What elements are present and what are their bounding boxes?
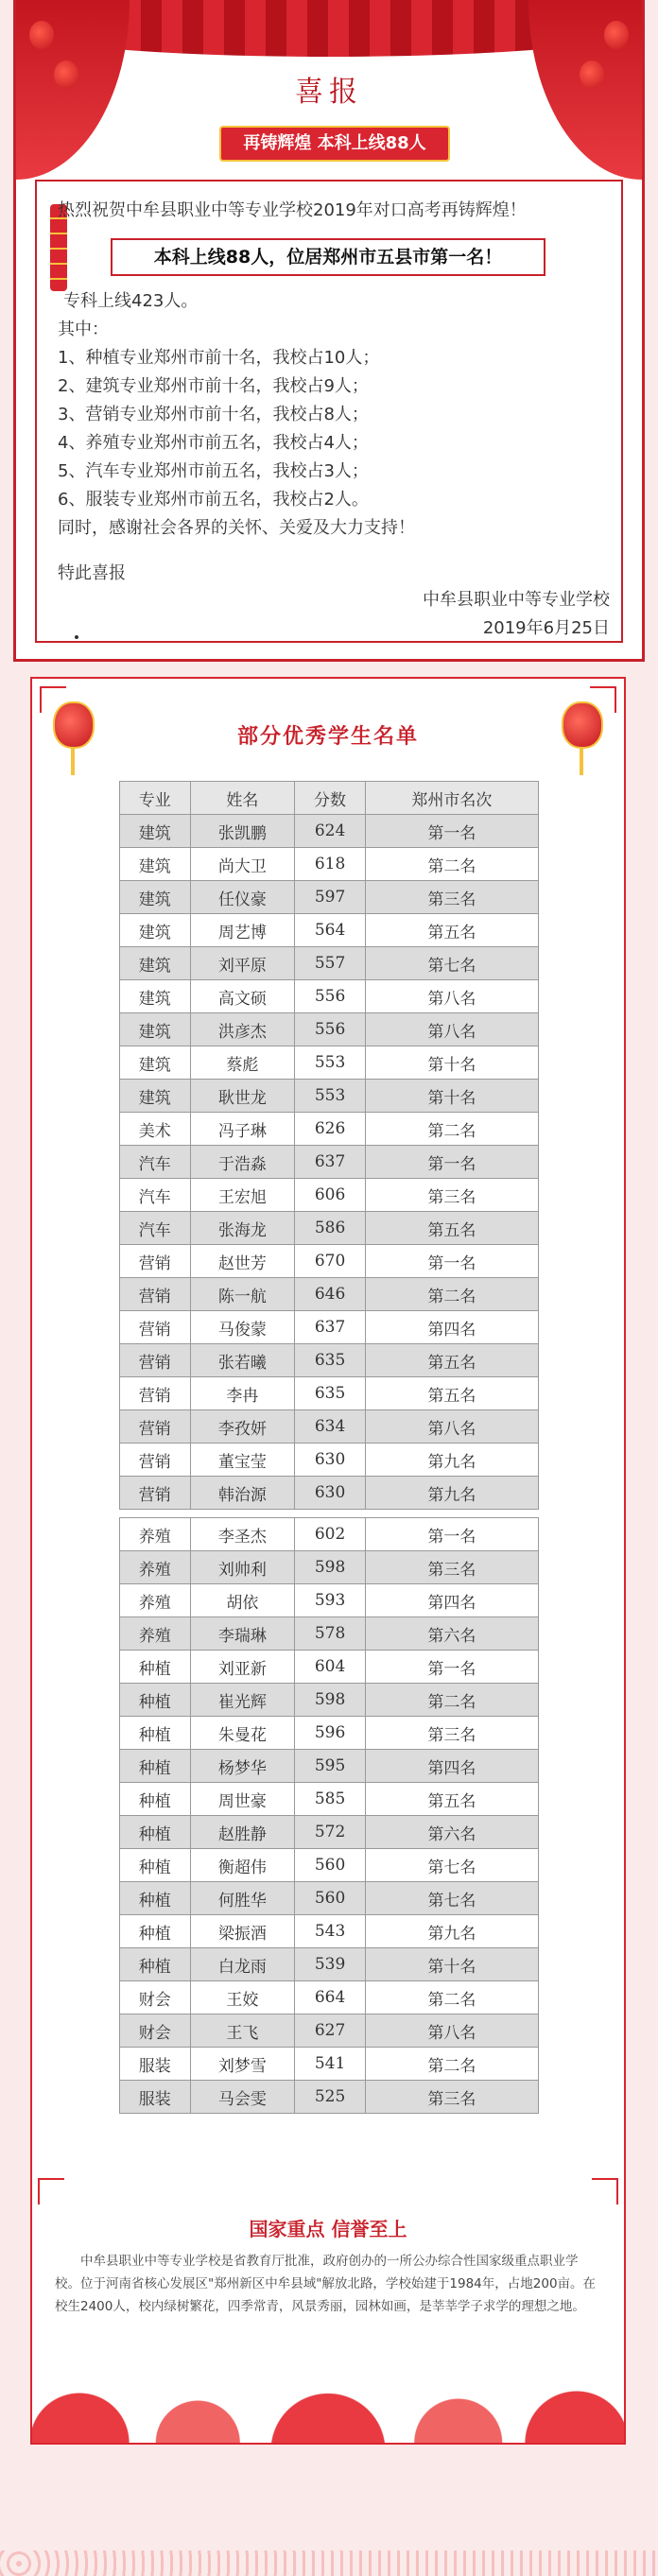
major-cell: 营销 xyxy=(120,1311,191,1344)
announcement-line: 5、汽车专业郑州市前五名，我校占3人； xyxy=(58,461,369,481)
major-cell: 建筑 xyxy=(120,947,191,980)
score-cell: 543 xyxy=(295,1915,366,1948)
announcement-line: 4、养殖专业郑州市前五名，我校占4人； xyxy=(58,433,369,453)
score-cell: 593 xyxy=(295,1584,366,1617)
major-cell: 财会 xyxy=(120,2014,191,2048)
name-cell: 李冉 xyxy=(190,1377,295,1410)
major-cell: 种植 xyxy=(120,1684,191,1717)
name-cell: 耿世龙 xyxy=(190,1080,295,1113)
score-cell: 556 xyxy=(295,1013,366,1046)
rank-cell: 第五名 xyxy=(365,914,538,947)
rank-cell: 第三名 xyxy=(365,2081,538,2114)
table-gap-cell xyxy=(120,1510,539,1518)
name-cell: 李圣杰 xyxy=(190,1518,295,1551)
score-cell: 553 xyxy=(295,1080,366,1113)
major-cell: 种植 xyxy=(120,1783,191,1816)
highlight-box: 本科上线88人，位居郑州市五县市第一名！ xyxy=(111,238,545,276)
table-row xyxy=(120,1013,539,1046)
score-cell: 572 xyxy=(295,1816,366,1849)
table-row xyxy=(120,1179,539,1212)
name-cell: 尚大卫 xyxy=(190,848,295,881)
rank-cell: 第五名 xyxy=(365,1783,538,1816)
major-cell: 美术 xyxy=(120,1113,191,1146)
name-cell: 马会雯 xyxy=(190,2081,295,2114)
major-cell: 财会 xyxy=(120,1981,191,2014)
major-cell: 养殖 xyxy=(120,1584,191,1617)
score-cell: 630 xyxy=(295,1444,366,1477)
table-row xyxy=(120,2014,539,2048)
table-row xyxy=(120,881,539,914)
score-cell: 557 xyxy=(295,947,366,980)
rank-cell: 第二名 xyxy=(365,1684,538,1717)
score-cell: 560 xyxy=(295,1882,366,1915)
page-title: 喜报 xyxy=(295,76,363,109)
name-cell: 任仪豪 xyxy=(190,881,295,914)
name-cell: 王姣 xyxy=(190,1981,295,2014)
table-row xyxy=(120,1816,539,1849)
rank-cell: 第二名 xyxy=(365,2048,538,2081)
major-cell: 服装 xyxy=(120,2048,191,2081)
rank-cell: 第七名 xyxy=(365,1849,538,1882)
name-cell: 张凯鹏 xyxy=(190,815,295,848)
major-cell: 营销 xyxy=(120,1245,191,1278)
table-row xyxy=(120,1311,539,1344)
column-header: 分数 xyxy=(295,782,366,815)
lantern-icon xyxy=(29,21,54,49)
headline-ribbon: 再铸辉煌 本科上线88人 xyxy=(219,126,450,162)
major-cell: 营销 xyxy=(120,1477,191,1510)
major-cell: 营销 xyxy=(120,1377,191,1410)
table-row xyxy=(120,1684,539,1717)
table-row xyxy=(120,1915,539,1948)
table-row xyxy=(120,1948,539,1981)
table-row xyxy=(120,2048,539,2081)
footer-body: 中牟县职业中等专业学校是省教育厅批准，政府创办的一所公办综合性国家级重点职业学校。位于河南省核心发展区"郑州新区中牟县域"解放北路，学校始建于1984年，占地200亩。在校生2400人，校内绿树繁花，四季常青，风景秀丽，园林如画，是莘莘学子求学的理想之地。 xyxy=(55,2254,597,2314)
table-row xyxy=(120,1750,539,1783)
major-cell: 种植 xyxy=(120,1948,191,1981)
rank-cell: 第四名 xyxy=(365,1311,538,1344)
rank-cell: 第四名 xyxy=(365,1750,538,1783)
name-cell: 赵世芳 xyxy=(190,1245,295,1278)
name-cell: 刘帅利 xyxy=(190,1551,295,1584)
announcement-line: 6、服装专业郑州市前五名，我校占2人。 xyxy=(58,490,369,510)
rank-cell: 第四名 xyxy=(365,1584,538,1617)
announcement-line: 1、种植专业郑州市前十名，我校占10人； xyxy=(58,348,380,368)
major-cell: 养殖 xyxy=(120,1551,191,1584)
student-list-title: 部分优秀学生名单 xyxy=(236,724,419,749)
rank-cell: 第九名 xyxy=(365,1477,538,1510)
score-cell: 596 xyxy=(295,1717,366,1750)
score-cell: 525 xyxy=(295,2081,366,2114)
major-cell: 种植 xyxy=(120,1717,191,1750)
name-cell: 冯子琳 xyxy=(190,1113,295,1146)
name-cell: 杨梦华 xyxy=(190,1750,295,1783)
table-row xyxy=(120,947,539,980)
rank-cell: 第十名 xyxy=(365,1046,538,1080)
table-row xyxy=(120,815,539,848)
rank-cell: 第五名 xyxy=(365,1377,538,1410)
announcement-line: 2、建筑专业郑州市前十名，我校占9人； xyxy=(58,376,369,396)
rank-cell: 第二名 xyxy=(365,1981,538,2014)
name-cell: 马俊蒙 xyxy=(190,1311,295,1344)
rank-cell: 第二名 xyxy=(365,1113,538,1146)
major-cell: 种植 xyxy=(120,1915,191,1948)
footer-title: 国家重点 信誉至上 xyxy=(249,2218,407,2240)
table-row xyxy=(120,848,539,881)
table-row xyxy=(120,1551,539,1584)
rank-cell: 第八名 xyxy=(365,1013,538,1046)
rank-cell: 第九名 xyxy=(365,1915,538,1948)
major-cell: 营销 xyxy=(120,1410,191,1444)
rank-cell: 第一名 xyxy=(365,1518,538,1551)
table-row xyxy=(120,1651,539,1684)
rank-cell: 第一名 xyxy=(365,1245,538,1278)
rank-cell: 第六名 xyxy=(365,1617,538,1651)
rank-cell: 第一名 xyxy=(365,815,538,848)
table-row xyxy=(120,1444,539,1477)
student-table xyxy=(119,781,539,2114)
announcement-line: 专科上线423人。 xyxy=(63,291,199,311)
column-header: 专业 xyxy=(120,782,191,815)
bullet-dot xyxy=(75,635,78,639)
name-cell: 张若曦 xyxy=(190,1344,295,1377)
major-cell: 养殖 xyxy=(120,1617,191,1651)
name-cell: 韩治源 xyxy=(190,1477,295,1510)
rank-cell: 第八名 xyxy=(365,980,538,1013)
score-cell: 627 xyxy=(295,2014,366,2048)
major-cell: 建筑 xyxy=(120,1080,191,1113)
score-cell: 637 xyxy=(295,1146,366,1179)
cloud-decoration xyxy=(32,2363,624,2443)
major-cell: 养殖 xyxy=(120,1518,191,1551)
table-gap xyxy=(120,1510,539,1518)
table-row xyxy=(120,1783,539,1816)
name-cell: 蔡彪 xyxy=(190,1046,295,1080)
name-cell: 董宝莹 xyxy=(190,1444,295,1477)
major-cell: 服装 xyxy=(120,2081,191,2114)
major-cell: 种植 xyxy=(120,1816,191,1849)
announcement-date: 2019年6月25日 xyxy=(482,618,610,638)
table-row xyxy=(120,1477,539,1510)
rank-cell: 第五名 xyxy=(365,1344,538,1377)
rank-cell: 第一名 xyxy=(365,1146,538,1179)
name-cell: 周世豪 xyxy=(190,1783,295,1816)
table-row xyxy=(120,1344,539,1377)
major-cell: 建筑 xyxy=(120,1046,191,1080)
major-cell: 营销 xyxy=(120,1444,191,1477)
table-header-row xyxy=(120,782,539,815)
rank-cell: 第三名 xyxy=(365,881,538,914)
name-cell: 周艺博 xyxy=(190,914,295,947)
major-cell: 建筑 xyxy=(120,881,191,914)
score-cell: 626 xyxy=(295,1113,366,1146)
announcement-intro: 热烈祝贺中牟县职业中等专业学校2019年对口高考再铸辉煌！ xyxy=(58,200,527,220)
name-cell: 朱曼花 xyxy=(190,1717,295,1750)
table-row xyxy=(120,1410,539,1444)
score-cell: 635 xyxy=(295,1377,366,1410)
name-cell: 于浩淼 xyxy=(190,1146,295,1179)
corner-ornament xyxy=(38,2178,64,2204)
major-cell: 营销 xyxy=(120,1278,191,1311)
score-cell: 670 xyxy=(295,1245,366,1278)
score-cell: 564 xyxy=(295,914,366,947)
major-cell: 建筑 xyxy=(120,980,191,1013)
announcement-panel xyxy=(13,0,645,662)
major-cell: 种植 xyxy=(120,1750,191,1783)
rank-cell: 第九名 xyxy=(365,1444,538,1477)
score-cell: 578 xyxy=(295,1617,366,1651)
score-cell: 618 xyxy=(295,848,366,881)
announcement-line: 同时，感谢社会各界的关怀、关爱及大力支持！ xyxy=(58,518,415,538)
name-cell: 陈一航 xyxy=(190,1278,295,1311)
rank-cell: 第一名 xyxy=(365,1651,538,1684)
score-cell: 635 xyxy=(295,1344,366,1377)
name-cell: 梁振酒 xyxy=(190,1915,295,1948)
rank-cell: 第七名 xyxy=(365,947,538,980)
score-cell: 598 xyxy=(295,1551,366,1584)
score-cell: 585 xyxy=(295,1783,366,1816)
score-cell: 597 xyxy=(295,881,366,914)
score-cell: 553 xyxy=(295,1046,366,1080)
name-cell: 李瑞琳 xyxy=(190,1617,295,1651)
name-cell: 白龙雨 xyxy=(190,1948,295,1981)
table-row xyxy=(120,1584,539,1617)
score-cell: 598 xyxy=(295,1684,366,1717)
table-row xyxy=(120,980,539,1013)
name-cell: 刘平原 xyxy=(190,947,295,980)
table-row xyxy=(120,1849,539,1882)
rank-cell: 第八名 xyxy=(365,1410,538,1444)
major-cell: 建筑 xyxy=(120,1013,191,1046)
table-row xyxy=(120,1278,539,1311)
announcement-line: 3、营销专业郑州市前十名，我校占8人； xyxy=(58,405,369,424)
name-cell: 胡依 xyxy=(190,1584,295,1617)
table-row xyxy=(120,1617,539,1651)
table-row xyxy=(120,914,539,947)
column-header: 姓名 xyxy=(190,782,295,815)
name-cell: 刘亚新 xyxy=(190,1651,295,1684)
score-cell: 637 xyxy=(295,1311,366,1344)
table-row xyxy=(120,1212,539,1245)
table-row xyxy=(120,1377,539,1410)
table-row xyxy=(120,1080,539,1113)
score-cell: 595 xyxy=(295,1750,366,1783)
major-cell: 建筑 xyxy=(120,848,191,881)
corner-ornament xyxy=(592,2178,618,2204)
score-cell: 624 xyxy=(295,815,366,848)
rank-cell: 第二名 xyxy=(365,848,538,881)
name-cell: 赵胜静 xyxy=(190,1816,295,1849)
table-row xyxy=(120,1245,539,1278)
rank-cell: 第三名 xyxy=(365,1179,538,1212)
score-cell: 560 xyxy=(295,1849,366,1882)
score-cell: 602 xyxy=(295,1518,366,1551)
score-cell: 539 xyxy=(295,1948,366,1981)
name-cell: 高文硕 xyxy=(190,980,295,1013)
name-cell: 衡超伟 xyxy=(190,1849,295,1882)
bottom-pattern xyxy=(0,2550,658,2576)
rank-cell: 第六名 xyxy=(365,1816,538,1849)
major-cell: 汽车 xyxy=(120,1212,191,1245)
closing-text: 特此喜报 xyxy=(58,563,126,583)
rank-cell: 第八名 xyxy=(365,2014,538,2048)
major-cell: 建筑 xyxy=(120,914,191,947)
name-cell: 洪彦杰 xyxy=(190,1013,295,1046)
school-signature: 中牟县职业中等专业学校 xyxy=(423,590,610,610)
rank-cell: 第十名 xyxy=(365,1080,538,1113)
score-cell: 604 xyxy=(295,1651,366,1684)
name-cell: 何胜华 xyxy=(190,1882,295,1915)
name-cell: 刘梦雪 xyxy=(190,2048,295,2081)
major-cell: 建筑 xyxy=(120,815,191,848)
rank-cell: 第三名 xyxy=(365,1717,538,1750)
major-cell: 种植 xyxy=(120,1849,191,1882)
score-cell: 541 xyxy=(295,2048,366,2081)
announcement-line: 其中： xyxy=(58,320,109,339)
student-table-body xyxy=(120,815,539,2114)
major-cell: 汽车 xyxy=(120,1146,191,1179)
name-cell: 崔光辉 xyxy=(190,1684,295,1717)
table-row xyxy=(120,1046,539,1080)
rank-cell: 第三名 xyxy=(365,1551,538,1584)
name-cell: 王飞 xyxy=(190,2014,295,2048)
major-cell: 种植 xyxy=(120,1882,191,1915)
rank-cell: 第七名 xyxy=(365,1882,538,1915)
lantern-icon xyxy=(604,21,629,49)
score-cell: 556 xyxy=(295,980,366,1013)
name-cell: 王宏旭 xyxy=(190,1179,295,1212)
rank-cell: 第五名 xyxy=(365,1212,538,1245)
score-cell: 630 xyxy=(295,1477,366,1510)
score-cell: 606 xyxy=(295,1179,366,1212)
table-row xyxy=(120,1717,539,1750)
score-cell: 586 xyxy=(295,1212,366,1245)
table-row xyxy=(120,1518,539,1551)
score-cell: 646 xyxy=(295,1278,366,1311)
score-cell: 634 xyxy=(295,1410,366,1444)
major-cell: 种植 xyxy=(120,1651,191,1684)
major-cell: 营销 xyxy=(120,1344,191,1377)
column-header: 郑州市名次 xyxy=(365,782,538,815)
major-cell: 汽车 xyxy=(120,1179,191,1212)
table-row xyxy=(120,1146,539,1179)
table-row xyxy=(120,1113,539,1146)
name-cell: 张海龙 xyxy=(190,1212,295,1245)
table-row xyxy=(120,1981,539,2014)
score-cell: 664 xyxy=(295,1981,366,2014)
table-row xyxy=(120,2081,539,2114)
table-row xyxy=(120,1882,539,1915)
name-cell: 李孜妍 xyxy=(190,1410,295,1444)
rank-cell: 第十名 xyxy=(365,1948,538,1981)
rank-cell: 第二名 xyxy=(365,1278,538,1311)
